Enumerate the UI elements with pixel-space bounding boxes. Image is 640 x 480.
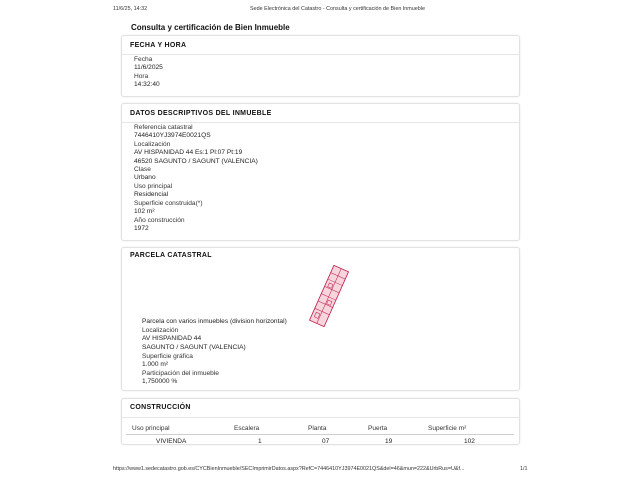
table-header-row [126, 422, 514, 435]
referencia-value: 7446410YJ3974E0021QS [134, 132, 211, 140]
uso-value: Residencial [134, 191, 169, 199]
superficie-value: 102 m² [134, 208, 155, 216]
column-header: Superficie m² [422, 422, 514, 435]
column-header: Planta [302, 422, 362, 435]
parcel-description: Parcela con varios inmuebles (division horizontal) [142, 318, 287, 325]
browser-print-header [0, 6, 640, 16]
referencia-label: Referencia catastral [134, 124, 193, 131]
field-anio [134, 217, 185, 234]
anio-value: 1972 [134, 225, 149, 233]
divider [122, 417, 519, 418]
clase-label: Clase [134, 166, 151, 173]
card-datos-descriptivos [121, 103, 520, 241]
anio-label: Año construcción [134, 217, 185, 224]
field-fecha [134, 56, 163, 73]
print-page-number: 1/1 [520, 466, 528, 472]
parcel-superficie-value: 1.000 m² [142, 361, 169, 369]
localizacion-line2: 46520 SAGUNTO / SAGUNT (VALENCIA) [134, 157, 258, 165]
cell-puerta: 19 [385, 437, 393, 445]
participacion-label: Participación del inmueble [142, 370, 219, 377]
card-heading: DATOS DESCRIPTIVOS DEL INMUEBLE [130, 110, 272, 117]
card-heading: FECHA Y HORA [130, 42, 187, 49]
hora-label: Hora [134, 73, 149, 80]
print-datetime: 11/6/25, 14:32 [113, 6, 148, 12]
parcel-localizacion-label: Localización [142, 327, 179, 334]
superficie-label: Superficie construida(*) [134, 200, 203, 207]
clase-value: Urbano [134, 174, 156, 182]
field-parcel-superficie [142, 353, 193, 370]
parcel-superficie-label: Superficie gráfica [142, 353, 193, 360]
divider [122, 54, 519, 55]
cell-uso: VIVIENDA [156, 437, 187, 445]
print-page-title: Sede Electrónica del Catastro - Consulta y certificación de Bien Inmueble [250, 6, 425, 12]
field-localizacion [134, 141, 258, 166]
parcel-localizacion-line2: SAGUNTO / SAGUNT (VALENCIA) [142, 343, 246, 351]
uso-label: Uso principal [134, 183, 173, 190]
column-header: Puerta [362, 422, 422, 435]
parcel-localizacion-line1: AV HISPANIDAD 44 [142, 335, 202, 343]
card-fecha-hora [121, 35, 520, 97]
card-parcela-catastral [121, 247, 520, 391]
column-header: Escalera [228, 422, 302, 435]
document-title: Consulta y certificación de Bien Inmueble [131, 23, 290, 32]
field-clase [134, 166, 156, 183]
fecha-label: Fecha [134, 56, 153, 63]
cell-superficie: 102 [464, 437, 475, 445]
field-superficie [134, 200, 203, 217]
field-uso [134, 183, 172, 200]
construction-table [126, 422, 514, 447]
fecha-value: 11/6/2025 [134, 64, 163, 72]
field-referencia [134, 124, 211, 141]
card-heading: CONSTRUCCIÓN [130, 404, 191, 411]
print-url: https://www1.sedecatastro.gob.es/CYCBienInmueble/SECImprimirDatos.aspx?RefC=7446410YJ3974E0021QS&del=46&mun=222&UrbRus=U&f... [113, 466, 465, 472]
hora-value: 14:32:40 [134, 81, 160, 89]
column-header: Uso principal [126, 422, 228, 435]
browser-print-footer [0, 466, 640, 476]
cell-escalera: 1 [258, 437, 262, 445]
participacion-value: 1,750000 % [142, 378, 178, 386]
field-participacion [142, 370, 219, 387]
localizacion-line1: AV HISPANIDAD 44 Es:1 Pl:07 Pt:19 [134, 149, 243, 157]
localizacion-label: Localización [134, 141, 171, 148]
table-row [126, 435, 514, 448]
card-heading: PARCELA CATASTRAL [130, 252, 212, 259]
parcel-map-image [306, 265, 352, 327]
cell-planta: 07 [322, 437, 330, 445]
divider [122, 122, 519, 123]
card-construccion [121, 398, 520, 445]
field-parcel-localizacion [142, 327, 246, 352]
field-hora [134, 73, 160, 90]
